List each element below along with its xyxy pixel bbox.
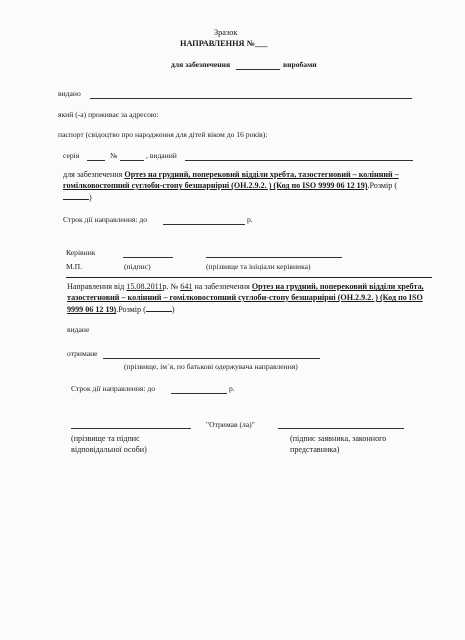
issued-by-field bbox=[185, 160, 413, 161]
size-close-1: ) bbox=[89, 193, 92, 203]
size-field-2 bbox=[146, 303, 172, 312]
direction-date: 15.08.2011 bbox=[126, 282, 163, 291]
signature-caption: (підпис) bbox=[124, 262, 151, 271]
validity-label-2: Строк дії направлення: до bbox=[71, 384, 156, 393]
applicant-signature-line bbox=[278, 428, 404, 429]
purpose-prefix-1: для забезпечення bbox=[63, 170, 123, 179]
received-caption: (прізвище, ім`я, по батькові одержувача направлення) bbox=[124, 362, 298, 371]
subtitle-blank bbox=[236, 69, 280, 70]
number-field bbox=[120, 160, 144, 161]
direction-block bbox=[67, 281, 427, 316]
issued-field bbox=[90, 98, 412, 99]
issued-by-label: , виданий bbox=[146, 151, 177, 160]
head-name-line bbox=[206, 257, 342, 258]
size-label-1: .Розмір ( bbox=[367, 181, 398, 191]
size-label-2: .Розмір ( bbox=[116, 305, 146, 315]
document-title: НАПРАВЛЕННЯ №___ bbox=[180, 39, 268, 48]
issued-label: видано bbox=[58, 89, 81, 98]
section-separator bbox=[66, 277, 432, 278]
direction-mid: р. № bbox=[162, 282, 179, 291]
purpose-text-1: Ортез на грудний, поперековий відділи хребта, тазостегновий – колінний – гомілковостопний суглоби-стопу безшарнірні (ОН.2.9.2. ) (Код по ISO 9999 06 12 19) bbox=[63, 170, 399, 191]
head-label: Керівник bbox=[66, 248, 96, 257]
number-label: № bbox=[110, 151, 118, 160]
name-initials-caption: (прізвище та ініціали керівника) bbox=[206, 262, 311, 271]
responsible-signature-line bbox=[71, 428, 191, 429]
series-label: серія bbox=[63, 151, 80, 160]
residence-label: який (-а) проживає за адресою: bbox=[58, 110, 159, 119]
subtitle-prefix: для забезпечення bbox=[171, 60, 231, 69]
validity-suffix-1: р. bbox=[247, 215, 253, 224]
direction-prefix: Направлення від bbox=[67, 282, 125, 291]
validity-label-1: Строк дії направлення: до bbox=[63, 215, 148, 224]
subtitle-suffix: виробами bbox=[283, 60, 317, 69]
direction-number: 641 bbox=[180, 282, 193, 291]
size-field-1 bbox=[63, 191, 89, 200]
validity-field-1 bbox=[163, 224, 245, 225]
received-signature-label: "Отримав (ла)" bbox=[206, 420, 255, 429]
purpose-block-1 bbox=[63, 169, 423, 204]
received-label: отримане bbox=[67, 349, 98, 358]
size-close-2: ) bbox=[171, 305, 175, 315]
responsible-caption: (прізвище та підпис відповідальної особи) bbox=[71, 434, 147, 455]
received-field bbox=[103, 358, 320, 359]
sample-label: Зразок bbox=[214, 28, 238, 37]
issued-label-2: видане bbox=[67, 325, 90, 334]
series-field bbox=[87, 160, 105, 161]
passport-label: паспорт (свідоцтво про народження для дітей віком до 16 років): bbox=[58, 130, 268, 139]
validity-field-2 bbox=[171, 393, 227, 394]
direction-purpose-prefix: на забезпечення bbox=[194, 282, 250, 291]
validity-suffix-2: р. bbox=[229, 384, 235, 393]
applicant-caption: (підпис заявника, законного представника) bbox=[290, 434, 387, 455]
head-signature-line bbox=[123, 257, 173, 258]
purpose-text-2: Ортез на грудний, поперековий відділи хребта, тазостегновий – колінний – гомілковостопний суглоби-стопу безшарнірні (ОН.2.9.2. ) (Код по ISO 9999 06 12 19) bbox=[67, 282, 424, 315]
stamp-label: М.П. bbox=[66, 262, 83, 271]
